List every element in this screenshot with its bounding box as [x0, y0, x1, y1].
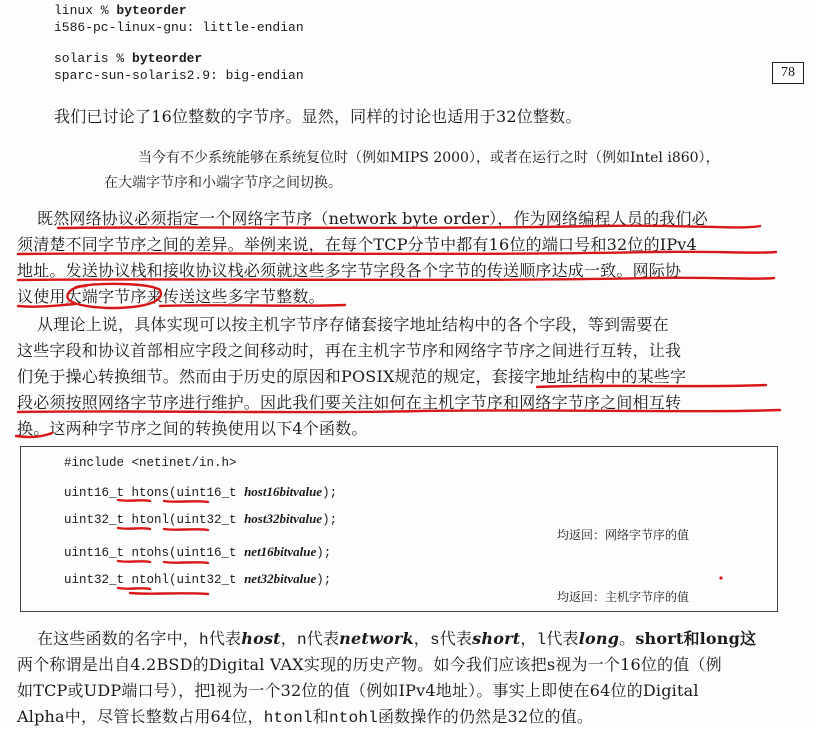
underline-fn-name-htons — [164, 501, 208, 502]
terminal-output-linux: i586-pc-linux-gnu: little-endian — [54, 20, 304, 35]
param-name: host16bitvalue — [244, 484, 323, 499]
underline-fn-name-htonl — [164, 529, 208, 530]
red-dot — [719, 576, 722, 579]
param-name: net16bitvalue — [244, 544, 317, 559]
underline-para3-line5 — [16, 433, 52, 437]
code-htonl: htonl — [263, 709, 313, 727]
param-name: net32bitvalue — [244, 571, 317, 586]
circle-big-endian — [67, 284, 161, 308]
paragraph-3-line-3: 们免于操心转换细节。然而由于历史的原因和POSIX规范的规定，套接字地址结构中的某些字 — [17, 367, 687, 386]
code-h: h — [199, 631, 209, 649]
paragraph-3-line-4: 段必须按照网络字节序进行维护。因此我们要关注如何在主机字节序和网络字节序之间相互转 — [17, 393, 682, 412]
code-n: n — [296, 631, 307, 649]
underline-para2-line4-tail — [160, 305, 345, 306]
underline-para2-line2 — [18, 252, 776, 254]
text: 代表 — [439, 629, 473, 648]
term-host: host — [241, 629, 281, 648]
terminal-output-solaris: sparc-sun-solaris2.9: big-endian — [54, 68, 304, 83]
underline-fn-name-ntohs — [164, 562, 208, 563]
text: 函数操作的仍然是32位的值。 — [377, 707, 594, 726]
code-l: l — [536, 631, 547, 649]
note-host-order: 均返回：主机字节序的值 — [557, 590, 690, 604]
return-type: uint32_t — [64, 573, 125, 587]
text: 代表 — [208, 629, 242, 648]
paragraph-2-line-2: 须清楚不同字节序之间的差异。举例来说，在每个TCP分节中都有16位的端口号和32位的IPv4 — [17, 235, 697, 254]
close-paren: ); — [322, 486, 338, 500]
underline-htons — [118, 500, 150, 501]
close-paren: ); — [316, 573, 332, 587]
term-network: network — [339, 629, 414, 648]
include-line: #include <netinet/in.h> — [64, 456, 237, 470]
command: byteorder — [116, 3, 187, 18]
text: 代表 — [306, 629, 340, 648]
code-s: s — [429, 631, 440, 649]
code-ntohl: ntohl — [328, 709, 378, 727]
close-paren: ); — [322, 513, 338, 527]
page-number: 78 — [772, 62, 804, 84]
underline-htonl — [118, 528, 150, 529]
underline-para2-line4 — [18, 304, 75, 307]
underline-para2-line3 — [18, 278, 774, 280]
quote-line-1: 当今有不少系统能够在系统复位时（例如MIPS 2000），或者在运行之时（例如Intel i860）， — [138, 150, 720, 166]
paragraph-2-line-3: 地址。发送协议栈和接收协议栈必须就这些多字节字段各个字节的传送顺序达成一致。网际协 — [17, 261, 682, 280]
text: ， — [520, 629, 537, 648]
arg-type: (uint32_t — [169, 513, 245, 527]
prompt: solaris % — [54, 51, 133, 66]
text: ， — [413, 629, 430, 648]
paragraph-1: 我们已讨论了16位整数的字节序。显然，同样的讨论也适用于32位整数。 — [54, 107, 582, 126]
prompt: linux % — [54, 3, 117, 18]
arg-type: (uint32_t — [169, 573, 245, 587]
paragraph-3-line-2: 这些字段和协议首部相应字段之间移动时，再在主机字节序和网络字节序之间进行互转，让我 — [17, 341, 682, 360]
paragraph-2-line-4: 议使用大端字节序来传送这些多字节整数。 — [17, 287, 325, 306]
text: 代表 — [546, 629, 579, 648]
term-short-long: short和long这 — [635, 629, 757, 648]
return-type: uint16_t — [64, 486, 125, 500]
return-type: uint16_t — [64, 546, 125, 560]
text: Alpha中，尽管长整数占用64位， — [17, 707, 264, 726]
function-name: ntohl — [131, 573, 170, 587]
underline-fn-name-ntohl — [130, 593, 208, 594]
text: ， — [280, 629, 297, 648]
underline-ntohs — [118, 561, 150, 562]
function-name: htonl — [131, 513, 170, 527]
return-type: uint32_t — [64, 513, 125, 527]
param-name: host32bitvalue — [244, 511, 323, 526]
close-paren: ); — [316, 546, 332, 560]
quote-line-2: 在大端字节序和小端字节序之间切换。 — [104, 175, 342, 191]
term-long: long — [578, 629, 620, 648]
paragraph-2-line-1: 既然网络协议必须指定一个网络字节序（network byte order），作为网络编程人员的我们必 — [37, 209, 708, 228]
paragraph-4-line-3: 如TCP或UDP端口号），把l视为一个32位的值（例如IPv4地址）。事实上即使在64位的Digital — [17, 681, 699, 700]
command: byteorder — [132, 51, 203, 66]
term-short: short — [472, 629, 521, 648]
text: 和 — [312, 707, 329, 726]
paragraph-3-line-1: 从理论上说，具体实现可以按主机字节序存储套接字地址结构中的各个字段，等到需要在 — [37, 315, 669, 334]
function-name: ntohs — [131, 546, 170, 560]
text: 在这些函数的名字中， — [37, 629, 200, 648]
paragraph-3-line-5: 换。这两种字节序之间的转换使用以下4个函数。 — [17, 419, 368, 438]
paragraph-4-line-2: 两个称谓是出自4.2BSD的Digital VAX实现的历史产物。如今我们应该把s视为一个16位的值（例 — [17, 655, 722, 674]
arg-type: (uint16_t — [169, 546, 245, 560]
underline-para3-line3 — [537, 385, 766, 387]
underline-para3-line4 — [18, 410, 780, 412]
note-network-order: 均返回：网络字节序的值 — [557, 528, 690, 542]
arg-type: (uint16_t — [169, 486, 245, 500]
underline-para2-line1 — [58, 226, 760, 228]
text: 。 — [619, 629, 636, 648]
function-name: htons — [131, 486, 170, 500]
underline-ntohl — [118, 588, 150, 589]
